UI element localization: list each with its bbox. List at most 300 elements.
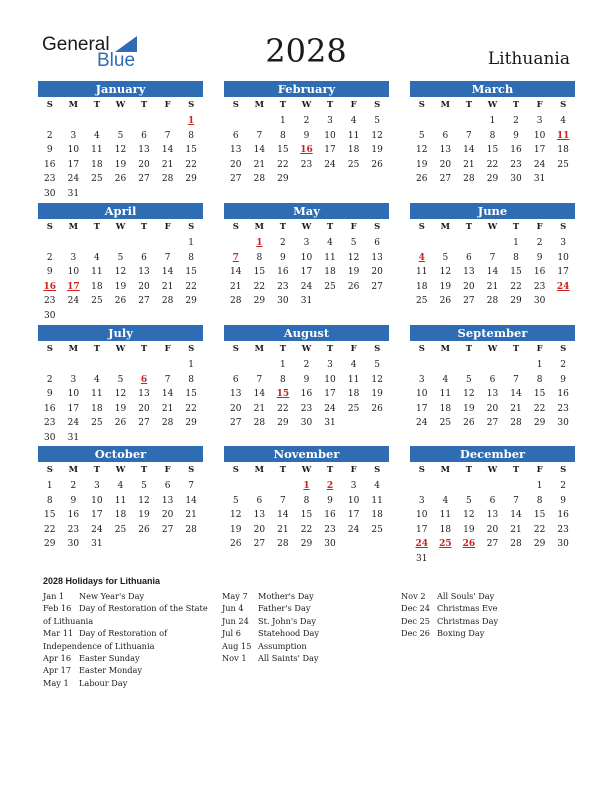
day-cell: 3 (418, 374, 425, 385)
empty-cell (457, 114, 481, 129)
day-cell: 16 (557, 510, 569, 520)
weekday-label: T (512, 222, 520, 232)
holidays-title: 2028 Holidays for Lithuania (43, 576, 161, 586)
weekday-label: S (560, 344, 567, 354)
empty-cell (38, 358, 62, 373)
weekday-label: M (68, 100, 79, 110)
weekday-label: M (254, 465, 265, 475)
day-cell: 25 (324, 281, 336, 292)
holiday-name: All Saints' Day (258, 653, 319, 664)
day-cell: 6 (141, 252, 147, 263)
day-cell: 28 (510, 539, 522, 549)
weekday-label: M (68, 222, 79, 232)
holiday-entry (401, 602, 576, 614)
day-cell: 28 (161, 174, 174, 184)
empty-cell (224, 479, 248, 494)
weekday-label: F (350, 344, 357, 354)
day-cell: 21 (277, 524, 289, 535)
weekday-label: F (536, 344, 543, 354)
holiday-entry (401, 615, 576, 627)
day-cell: 19 (439, 281, 452, 292)
day-cell: 25 (91, 418, 103, 428)
day-cell: 4 (327, 238, 333, 248)
empty-cell (504, 479, 528, 494)
day-cell: 19 (371, 145, 383, 155)
empty-cell (410, 479, 434, 494)
weekday-label: S (46, 465, 53, 475)
month-header: April (38, 203, 203, 219)
day-cell: 6 (256, 495, 263, 506)
day-cell: 5 (141, 481, 147, 491)
day-cell: 3 (418, 495, 425, 506)
empty-cell (481, 479, 505, 494)
holiday-date: Jul 6 (222, 628, 241, 639)
empty-cell (457, 358, 481, 373)
day-cell: 28 (510, 418, 522, 428)
weekday-label: S (560, 100, 567, 110)
month-march (410, 81, 575, 187)
day-cell: 12 (138, 495, 150, 506)
day-cell: 18 (324, 267, 336, 277)
holiday-name: Labour Day (79, 677, 128, 688)
holiday-day-cell: 1 (188, 116, 195, 126)
holiday-date: Dec 25 (401, 615, 431, 626)
day-cell: 5 (374, 360, 381, 370)
weekday-label: S (188, 100, 195, 110)
day-cell: 15 (185, 267, 197, 277)
day-cell: 6 (442, 130, 449, 141)
day-cell: 1 (46, 481, 53, 491)
day-cell: 19 (230, 524, 242, 535)
day-cell: 14 (161, 267, 174, 277)
day-cell: 24 (67, 174, 80, 184)
weekday-header-row (38, 462, 203, 479)
day-cell: 10 (300, 252, 313, 263)
day-cell: 8 (303, 495, 310, 506)
empty-cell (38, 236, 62, 251)
day-cell: 5 (117, 374, 124, 385)
empty-cell (109, 358, 133, 373)
day-cell: 17 (67, 159, 80, 170)
weekday-label: T (326, 222, 334, 232)
holiday-name: Boxing Day (437, 628, 485, 639)
holiday-name: Easter Monday (79, 665, 143, 676)
weekday-label: S (374, 100, 381, 110)
day-cell: 21 (185, 510, 197, 520)
day-cell: 28 (253, 174, 266, 184)
day-cell: 17 (347, 510, 360, 520)
day-cell: 11 (91, 145, 103, 155)
day-cell: 22 (533, 403, 546, 414)
holiday-day-cell: 7 (232, 252, 239, 263)
holiday-column-3 (401, 590, 576, 640)
day-cell: 8 (280, 374, 286, 385)
day-cell: 29 (44, 539, 56, 549)
day-cell: 2 (46, 252, 53, 263)
month-april (38, 203, 203, 323)
day-cell: 21 (510, 403, 522, 414)
day-cell: 24 (67, 296, 80, 306)
day-cell: 27 (463, 296, 475, 306)
day-cell: 27 (230, 418, 242, 428)
day-cell: 13 (138, 145, 150, 155)
day-cell: 7 (256, 130, 263, 141)
weekday-label: W (301, 465, 312, 475)
holiday-date: Nov 2 (401, 591, 426, 601)
weekday-label: F (350, 100, 357, 110)
weekday-label: W (487, 465, 498, 475)
days-grid (38, 114, 203, 201)
weekday-label: M (440, 344, 451, 354)
day-cell: 9 (46, 389, 53, 399)
day-cell: 24 (67, 418, 80, 428)
holiday-day-cell: 26 (462, 539, 476, 549)
empty-cell (132, 114, 156, 129)
month-may (224, 203, 389, 309)
holiday-column-2 (222, 590, 397, 664)
day-cell: 7 (256, 374, 263, 385)
days-grid (38, 479, 203, 552)
day-cell: 2 (70, 481, 77, 491)
day-cell: 21 (253, 403, 266, 414)
day-cell: 16 (557, 389, 569, 399)
day-cell: 11 (439, 510, 452, 520)
weekday-header-row (410, 341, 575, 358)
day-cell: 9 (280, 252, 286, 263)
weekday-header-row (410, 462, 575, 479)
day-cell: 18 (91, 159, 103, 170)
day-cell: 3 (560, 238, 567, 248)
weekday-label: S (374, 344, 381, 354)
weekday-label: S (374, 465, 381, 475)
day-cell: 20 (138, 403, 150, 414)
day-cell: 1 (188, 238, 195, 248)
day-cell: 20 (230, 403, 242, 414)
day-cell: 18 (347, 389, 360, 399)
day-cell: 23 (324, 524, 336, 535)
empty-cell (434, 236, 458, 251)
day-cell: 22 (510, 281, 522, 292)
day-cell: 30 (44, 188, 56, 199)
day-cell: 4 (117, 481, 124, 491)
weekday-label: T (326, 100, 334, 110)
day-cell: 12 (371, 130, 383, 141)
day-cell: 8 (280, 130, 286, 141)
day-cell: 17 (324, 145, 336, 155)
day-cell: 6 (489, 374, 496, 385)
day-cell: 19 (416, 159, 428, 170)
day-cell: 10 (91, 495, 103, 506)
weekday-label: S (560, 465, 567, 475)
weekday-label: W (115, 100, 126, 110)
day-cell: 29 (533, 418, 546, 428)
day-cell: 7 (164, 374, 171, 385)
holiday-date: Mar 11 (43, 628, 74, 639)
day-cell: 10 (533, 130, 546, 141)
day-cell: 19 (463, 403, 475, 414)
empty-cell (224, 236, 248, 251)
empty-cell (248, 358, 272, 373)
holiday-day-cell: 25 (439, 539, 452, 549)
day-cell: 15 (300, 510, 313, 520)
day-cell: 14 (253, 389, 266, 399)
day-cell: 27 (253, 539, 266, 549)
day-cell: 11 (371, 495, 383, 506)
weekday-label: T (93, 222, 101, 232)
weekday-label: T (279, 222, 287, 232)
day-cell: 20 (161, 510, 174, 520)
empty-cell (109, 236, 133, 251)
day-cell: 18 (439, 403, 452, 414)
day-cell: 21 (510, 524, 522, 535)
day-cell: 8 (489, 130, 496, 141)
day-cell: 17 (67, 403, 80, 414)
day-cell: 2 (513, 116, 519, 126)
holiday-day-cell: 1 (303, 481, 310, 491)
holiday-date: Dec 26 (401, 628, 431, 639)
day-cell: 31 (533, 174, 546, 184)
weekday-label: W (301, 344, 312, 354)
day-cell: 27 (486, 418, 499, 428)
day-cell: 10 (67, 267, 80, 277)
weekday-header-row (410, 97, 575, 114)
holiday-date: Jan 1 (43, 591, 65, 601)
day-cell: 21 (486, 281, 499, 292)
day-cell: 9 (327, 495, 333, 506)
day-cell: 9 (70, 495, 77, 506)
holiday-date: Jun 4 (222, 603, 244, 614)
weekday-label: S (418, 222, 425, 232)
day-cell: 13 (486, 510, 499, 520)
weekday-label: F (350, 222, 357, 232)
days-grid (224, 236, 389, 309)
weekday-label: M (440, 465, 451, 475)
day-cell: 26 (371, 403, 383, 414)
day-cell: 9 (560, 374, 567, 385)
day-cell: 24 (300, 281, 313, 292)
weekday-label: T (279, 465, 287, 475)
weekday-label: T (279, 100, 287, 110)
empty-cell (434, 479, 458, 494)
days-grid (410, 358, 575, 431)
weekday-label: T (465, 465, 473, 475)
day-cell: 16 (44, 159, 56, 170)
weekday-label: T (140, 465, 148, 475)
holiday-column-1 (43, 590, 218, 689)
days-grid (410, 236, 575, 309)
day-cell: 2 (303, 116, 310, 126)
day-cell: 3 (536, 116, 543, 126)
day-cell: 12 (463, 510, 475, 520)
holiday-name: All Souls' Day (437, 591, 495, 601)
holiday-entry (43, 590, 218, 602)
month-header: June (410, 203, 575, 219)
weekday-label: W (301, 222, 312, 232)
holiday-name: Statehood Day (258, 628, 319, 639)
holiday-day-cell: 16 (43, 281, 57, 292)
day-cell: 22 (277, 159, 289, 170)
day-cell: 5 (117, 252, 124, 263)
day-cell: 23 (44, 418, 56, 428)
empty-cell (457, 479, 481, 494)
day-cell: 19 (114, 159, 127, 170)
day-cell: 5 (374, 116, 381, 126)
day-cell: 17 (557, 267, 569, 277)
day-cell: 2 (46, 374, 53, 385)
day-cell: 1 (280, 116, 286, 126)
weekday-label: S (46, 222, 53, 232)
day-cell: 2 (280, 238, 286, 248)
day-cell: 10 (416, 510, 428, 520)
day-cell: 10 (557, 252, 569, 263)
weekday-label: F (350, 465, 357, 475)
day-cell: 25 (91, 296, 103, 306)
day-cell: 26 (463, 418, 475, 428)
day-cell: 29 (185, 296, 197, 306)
day-cell: 16 (533, 267, 546, 277)
day-cell: 21 (463, 159, 475, 170)
day-cell: 7 (513, 374, 519, 385)
day-cell: 10 (67, 389, 80, 399)
weekday-label: F (164, 465, 171, 475)
day-cell: 6 (232, 130, 239, 141)
weekday-label: M (68, 344, 79, 354)
day-cell: 21 (253, 159, 266, 170)
holiday-entry (401, 627, 576, 639)
month-october (38, 446, 203, 552)
day-cell: 8 (513, 252, 519, 263)
weekday-label: T (140, 344, 148, 354)
day-cell: 3 (70, 374, 77, 385)
day-cell: 1 (536, 481, 543, 491)
month-header: November (224, 446, 389, 462)
holiday-day-cell: 6 (140, 374, 148, 385)
month-header: July (38, 325, 203, 341)
day-cell: 15 (277, 145, 289, 155)
day-cell: 11 (91, 389, 103, 399)
day-cell: 27 (230, 174, 242, 184)
day-cell: 5 (418, 130, 425, 141)
day-cell: 23 (533, 281, 546, 292)
day-cell: 29 (185, 174, 197, 184)
day-cell: 14 (510, 510, 522, 520)
holiday-name: Christmas Day (437, 615, 499, 626)
day-cell: 3 (327, 116, 333, 126)
weekday-label: T (140, 222, 148, 232)
weekday-label: T (326, 465, 334, 475)
empty-cell (132, 236, 156, 251)
day-cell: 8 (536, 495, 543, 506)
day-cell: 12 (114, 145, 127, 155)
day-cell: 15 (486, 145, 499, 155)
holiday-day-cell: 1 (256, 238, 263, 248)
day-cell: 14 (463, 145, 475, 155)
day-cell: 27 (138, 296, 150, 306)
day-cell: 27 (371, 281, 383, 292)
day-cell: 1 (513, 238, 519, 248)
day-cell: 2 (560, 481, 567, 491)
day-cell: 29 (486, 174, 499, 184)
day-cell: 26 (114, 418, 127, 428)
weekday-label: T (512, 465, 520, 475)
day-cell: 9 (303, 130, 310, 141)
day-cell: 4 (94, 130, 100, 141)
day-cell: 12 (371, 374, 383, 385)
holiday-date: May 7 (222, 591, 248, 601)
day-cell: 2 (560, 360, 567, 370)
holiday-day-cell: 4 (418, 252, 425, 263)
weekday-label: S (232, 465, 239, 475)
holiday-entry (222, 590, 397, 602)
day-cell: 12 (230, 510, 242, 520)
day-cell: 3 (350, 481, 357, 491)
month-header: February (224, 81, 389, 97)
day-cell: 9 (560, 495, 567, 506)
empty-cell (62, 358, 86, 373)
day-cell: 28 (463, 174, 475, 184)
day-cell: 3 (94, 481, 100, 491)
day-cell: 27 (138, 174, 150, 184)
brand-blue-text: Blue (97, 50, 136, 71)
weekday-label: T (465, 100, 473, 110)
day-cell: 5 (350, 238, 357, 248)
day-cell: 28 (161, 296, 174, 306)
day-cell: 14 (185, 495, 197, 506)
day-cell: 15 (185, 389, 197, 399)
day-cell: 28 (161, 418, 174, 428)
holiday-entry (222, 602, 397, 614)
day-cell: 7 (489, 252, 496, 263)
day-cell: 23 (510, 159, 522, 170)
day-cell: 21 (161, 159, 174, 170)
day-cell: 3 (303, 238, 310, 248)
month-header: September (410, 325, 575, 341)
weekday-label: M (254, 222, 265, 232)
holiday-name: Mother's Day (258, 591, 314, 601)
holiday-entry (222, 627, 397, 639)
weekday-label: S (418, 465, 425, 475)
day-cell: 25 (114, 524, 127, 535)
empty-cell (504, 358, 528, 373)
day-cell: 10 (67, 145, 80, 155)
days-grid (224, 479, 389, 552)
day-cell: 22 (185, 281, 197, 292)
day-cell: 31 (91, 539, 103, 549)
day-cell: 8 (188, 374, 195, 385)
calendar-country: Lithuania (487, 49, 570, 69)
days-grid (224, 358, 389, 431)
empty-cell (271, 479, 295, 494)
empty-cell (156, 114, 180, 129)
day-cell: 4 (94, 252, 100, 263)
day-cell: 19 (371, 389, 383, 399)
weekday-header-row (38, 219, 203, 236)
day-cell: 19 (347, 267, 360, 277)
day-cell: 20 (463, 281, 475, 292)
day-cell: 17 (416, 524, 428, 535)
day-cell: 13 (138, 267, 150, 277)
day-cell: 22 (253, 281, 266, 292)
holiday-day-cell: 17 (67, 281, 80, 292)
day-cell: 5 (466, 495, 472, 506)
day-cell: 22 (486, 159, 499, 170)
day-cell: 4 (442, 495, 449, 506)
day-cell: 30 (67, 539, 80, 549)
weekday-label: W (301, 100, 312, 110)
month-june (410, 203, 575, 309)
weekday-label: T (140, 100, 148, 110)
day-cell: 27 (439, 174, 452, 184)
